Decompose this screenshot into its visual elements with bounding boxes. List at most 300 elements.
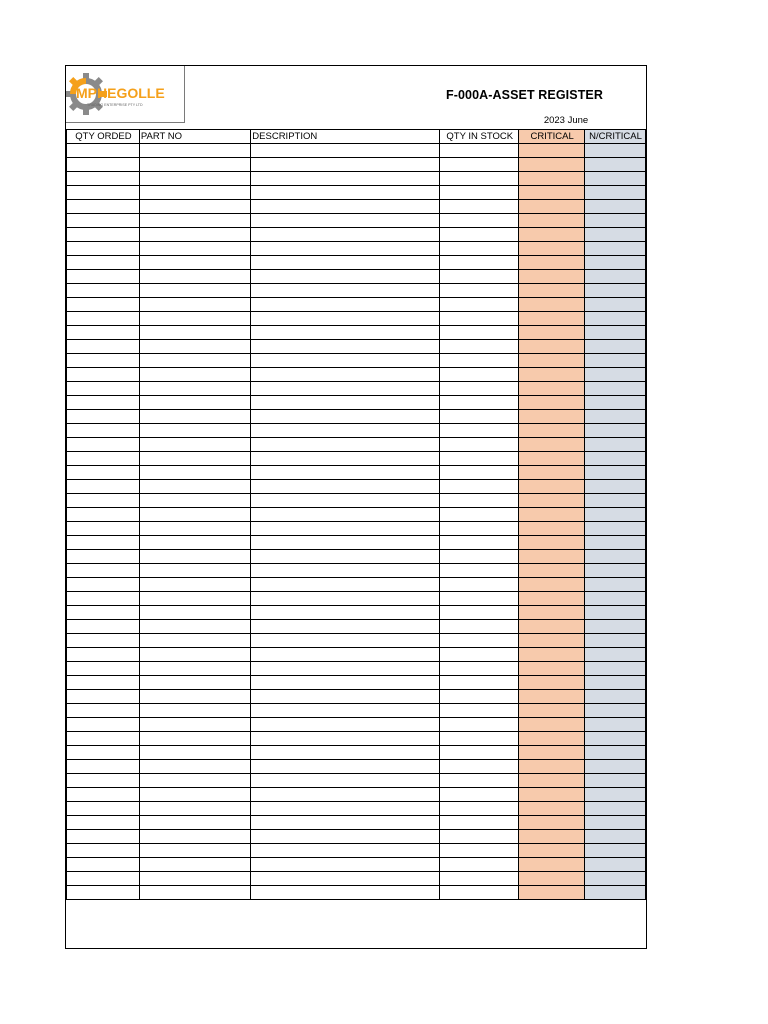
cell-part-no[interactable] bbox=[139, 606, 250, 620]
cell-critical[interactable] bbox=[519, 690, 585, 704]
cell-non-critical[interactable] bbox=[585, 522, 646, 536]
cell-qty-ordered[interactable] bbox=[67, 438, 140, 452]
cell-description[interactable] bbox=[251, 312, 440, 326]
cell-description[interactable] bbox=[251, 340, 440, 354]
cell-qty-ordered[interactable] bbox=[67, 326, 140, 340]
cell-part-no[interactable] bbox=[139, 676, 250, 690]
cell-non-critical[interactable] bbox=[585, 256, 646, 270]
cell-description[interactable] bbox=[251, 774, 440, 788]
cell-qty-ordered[interactable] bbox=[67, 228, 140, 242]
cell-qty-ordered[interactable] bbox=[67, 480, 140, 494]
cell-part-no[interactable] bbox=[139, 228, 250, 242]
cell-critical[interactable] bbox=[519, 382, 585, 396]
cell-critical[interactable] bbox=[519, 774, 585, 788]
cell-qty-in-stock[interactable] bbox=[440, 228, 519, 242]
cell-qty-ordered[interactable] bbox=[67, 536, 140, 550]
cell-qty-ordered[interactable] bbox=[67, 690, 140, 704]
cell-critical[interactable] bbox=[519, 508, 585, 522]
cell-part-no[interactable] bbox=[139, 242, 250, 256]
cell-qty-ordered[interactable] bbox=[67, 284, 140, 298]
cell-description[interactable] bbox=[251, 676, 440, 690]
cell-non-critical[interactable] bbox=[585, 676, 646, 690]
cell-qty-in-stock[interactable] bbox=[440, 606, 519, 620]
cell-qty-ordered[interactable] bbox=[67, 214, 140, 228]
cell-part-no[interactable] bbox=[139, 704, 250, 718]
cell-non-critical[interactable] bbox=[585, 228, 646, 242]
cell-qty-ordered[interactable] bbox=[67, 816, 140, 830]
cell-qty-ordered[interactable] bbox=[67, 662, 140, 676]
cell-critical[interactable] bbox=[519, 368, 585, 382]
cell-qty-in-stock[interactable] bbox=[440, 732, 519, 746]
cell-part-no[interactable] bbox=[139, 732, 250, 746]
cell-qty-ordered[interactable] bbox=[67, 144, 140, 158]
cell-qty-ordered[interactable] bbox=[67, 172, 140, 186]
cell-description[interactable] bbox=[251, 816, 440, 830]
cell-qty-in-stock[interactable] bbox=[440, 494, 519, 508]
cell-critical[interactable] bbox=[519, 550, 585, 564]
cell-qty-in-stock[interactable] bbox=[440, 158, 519, 172]
cell-description[interactable] bbox=[251, 438, 440, 452]
cell-qty-ordered[interactable] bbox=[67, 494, 140, 508]
cell-qty-ordered[interactable] bbox=[67, 704, 140, 718]
cell-description[interactable] bbox=[251, 788, 440, 802]
cell-qty-ordered[interactable] bbox=[67, 200, 140, 214]
cell-critical[interactable] bbox=[519, 200, 585, 214]
cell-qty-in-stock[interactable] bbox=[440, 312, 519, 326]
cell-critical[interactable] bbox=[519, 144, 585, 158]
cell-critical[interactable] bbox=[519, 578, 585, 592]
cell-qty-ordered[interactable] bbox=[67, 886, 140, 900]
cell-qty-ordered[interactable] bbox=[67, 508, 140, 522]
cell-critical[interactable] bbox=[519, 858, 585, 872]
cell-description[interactable] bbox=[251, 732, 440, 746]
cell-description[interactable] bbox=[251, 718, 440, 732]
cell-critical[interactable] bbox=[519, 872, 585, 886]
cell-description[interactable] bbox=[251, 662, 440, 676]
cell-qty-ordered[interactable] bbox=[67, 550, 140, 564]
cell-non-critical[interactable] bbox=[585, 648, 646, 662]
cell-description[interactable] bbox=[251, 424, 440, 438]
cell-description[interactable] bbox=[251, 242, 440, 256]
cell-critical[interactable] bbox=[519, 410, 585, 424]
cell-part-no[interactable] bbox=[139, 522, 250, 536]
cell-non-critical[interactable] bbox=[585, 620, 646, 634]
cell-qty-ordered[interactable] bbox=[67, 872, 140, 886]
cell-part-no[interactable] bbox=[139, 382, 250, 396]
cell-critical[interactable] bbox=[519, 242, 585, 256]
cell-qty-ordered[interactable] bbox=[67, 746, 140, 760]
cell-description[interactable] bbox=[251, 886, 440, 900]
cell-qty-in-stock[interactable] bbox=[440, 564, 519, 578]
cell-part-no[interactable] bbox=[139, 564, 250, 578]
cell-non-critical[interactable] bbox=[585, 312, 646, 326]
cell-non-critical[interactable] bbox=[585, 242, 646, 256]
cell-qty-in-stock[interactable] bbox=[440, 340, 519, 354]
cell-part-no[interactable] bbox=[139, 690, 250, 704]
cell-qty-ordered[interactable] bbox=[67, 242, 140, 256]
cell-qty-in-stock[interactable] bbox=[440, 242, 519, 256]
cell-description[interactable] bbox=[251, 634, 440, 648]
cell-critical[interactable] bbox=[519, 424, 585, 438]
cell-qty-in-stock[interactable] bbox=[440, 648, 519, 662]
cell-critical[interactable] bbox=[519, 494, 585, 508]
cell-non-critical[interactable] bbox=[585, 592, 646, 606]
cell-qty-ordered[interactable] bbox=[67, 256, 140, 270]
cell-description[interactable] bbox=[251, 592, 440, 606]
cell-critical[interactable] bbox=[519, 256, 585, 270]
cell-part-no[interactable] bbox=[139, 760, 250, 774]
cell-qty-in-stock[interactable] bbox=[440, 676, 519, 690]
cell-part-no[interactable] bbox=[139, 438, 250, 452]
cell-description[interactable] bbox=[251, 410, 440, 424]
cell-description[interactable] bbox=[251, 200, 440, 214]
cell-non-critical[interactable] bbox=[585, 144, 646, 158]
cell-non-critical[interactable] bbox=[585, 704, 646, 718]
cell-qty-in-stock[interactable] bbox=[440, 480, 519, 494]
cell-qty-in-stock[interactable] bbox=[440, 858, 519, 872]
cell-qty-ordered[interactable] bbox=[67, 564, 140, 578]
cell-part-no[interactable] bbox=[139, 410, 250, 424]
cell-qty-in-stock[interactable] bbox=[440, 578, 519, 592]
cell-non-critical[interactable] bbox=[585, 746, 646, 760]
cell-qty-ordered[interactable] bbox=[67, 312, 140, 326]
cell-qty-ordered[interactable] bbox=[67, 830, 140, 844]
cell-qty-in-stock[interactable] bbox=[440, 788, 519, 802]
cell-critical[interactable] bbox=[519, 186, 585, 200]
cell-description[interactable] bbox=[251, 228, 440, 242]
cell-non-critical[interactable] bbox=[585, 634, 646, 648]
cell-non-critical[interactable] bbox=[585, 858, 646, 872]
cell-critical[interactable] bbox=[519, 830, 585, 844]
cell-part-no[interactable] bbox=[139, 270, 250, 284]
cell-qty-ordered[interactable] bbox=[67, 522, 140, 536]
cell-non-critical[interactable] bbox=[585, 466, 646, 480]
cell-critical[interactable] bbox=[519, 844, 585, 858]
cell-critical[interactable] bbox=[519, 326, 585, 340]
cell-critical[interactable] bbox=[519, 816, 585, 830]
cell-qty-in-stock[interactable] bbox=[440, 214, 519, 228]
cell-qty-in-stock[interactable] bbox=[440, 718, 519, 732]
cell-part-no[interactable] bbox=[139, 396, 250, 410]
cell-critical[interactable] bbox=[519, 802, 585, 816]
cell-critical[interactable] bbox=[519, 676, 585, 690]
cell-part-no[interactable] bbox=[139, 802, 250, 816]
cell-critical[interactable] bbox=[519, 270, 585, 284]
cell-critical[interactable] bbox=[519, 298, 585, 312]
cell-non-critical[interactable] bbox=[585, 186, 646, 200]
cell-critical[interactable] bbox=[519, 466, 585, 480]
cell-qty-ordered[interactable] bbox=[67, 732, 140, 746]
cell-critical[interactable] bbox=[519, 732, 585, 746]
cell-part-no[interactable] bbox=[139, 256, 250, 270]
cell-qty-ordered[interactable] bbox=[67, 634, 140, 648]
cell-part-no[interactable] bbox=[139, 788, 250, 802]
cell-non-critical[interactable] bbox=[585, 480, 646, 494]
cell-non-critical[interactable] bbox=[585, 368, 646, 382]
cell-qty-in-stock[interactable] bbox=[440, 550, 519, 564]
cell-qty-ordered[interactable] bbox=[67, 452, 140, 466]
cell-non-critical[interactable] bbox=[585, 760, 646, 774]
cell-qty-in-stock[interactable] bbox=[440, 620, 519, 634]
cell-qty-in-stock[interactable] bbox=[440, 172, 519, 186]
cell-qty-in-stock[interactable] bbox=[440, 466, 519, 480]
cell-part-no[interactable] bbox=[139, 578, 250, 592]
cell-non-critical[interactable] bbox=[585, 802, 646, 816]
cell-critical[interactable] bbox=[519, 452, 585, 466]
cell-non-critical[interactable] bbox=[585, 270, 646, 284]
cell-non-critical[interactable] bbox=[585, 396, 646, 410]
cell-description[interactable] bbox=[251, 382, 440, 396]
cell-part-no[interactable] bbox=[139, 830, 250, 844]
cell-description[interactable] bbox=[251, 284, 440, 298]
cell-description[interactable] bbox=[251, 172, 440, 186]
cell-description[interactable] bbox=[251, 368, 440, 382]
cell-part-no[interactable] bbox=[139, 158, 250, 172]
cell-qty-ordered[interactable] bbox=[67, 676, 140, 690]
cell-qty-in-stock[interactable] bbox=[440, 270, 519, 284]
cell-qty-in-stock[interactable] bbox=[440, 816, 519, 830]
cell-qty-ordered[interactable] bbox=[67, 620, 140, 634]
cell-qty-in-stock[interactable] bbox=[440, 186, 519, 200]
cell-qty-in-stock[interactable] bbox=[440, 424, 519, 438]
cell-part-no[interactable] bbox=[139, 872, 250, 886]
cell-non-critical[interactable] bbox=[585, 340, 646, 354]
cell-description[interactable] bbox=[251, 508, 440, 522]
cell-qty-in-stock[interactable] bbox=[440, 746, 519, 760]
cell-qty-ordered[interactable] bbox=[67, 158, 140, 172]
cell-qty-in-stock[interactable] bbox=[440, 452, 519, 466]
cell-part-no[interactable] bbox=[139, 774, 250, 788]
cell-qty-in-stock[interactable] bbox=[440, 536, 519, 550]
cell-description[interactable] bbox=[251, 550, 440, 564]
cell-critical[interactable] bbox=[519, 214, 585, 228]
cell-critical[interactable] bbox=[519, 746, 585, 760]
cell-part-no[interactable] bbox=[139, 312, 250, 326]
cell-critical[interactable] bbox=[519, 592, 585, 606]
cell-description[interactable] bbox=[251, 214, 440, 228]
cell-part-no[interactable] bbox=[139, 200, 250, 214]
cell-critical[interactable] bbox=[519, 704, 585, 718]
cell-non-critical[interactable] bbox=[585, 872, 646, 886]
cell-part-no[interactable] bbox=[139, 858, 250, 872]
cell-critical[interactable] bbox=[519, 312, 585, 326]
cell-qty-in-stock[interactable] bbox=[440, 690, 519, 704]
cell-qty-ordered[interactable] bbox=[67, 592, 140, 606]
cell-critical[interactable] bbox=[519, 158, 585, 172]
cell-qty-in-stock[interactable] bbox=[440, 200, 519, 214]
cell-part-no[interactable] bbox=[139, 844, 250, 858]
cell-non-critical[interactable] bbox=[585, 662, 646, 676]
cell-description[interactable] bbox=[251, 298, 440, 312]
cell-qty-in-stock[interactable] bbox=[440, 326, 519, 340]
cell-critical[interactable] bbox=[519, 228, 585, 242]
cell-non-critical[interactable] bbox=[585, 284, 646, 298]
cell-part-no[interactable] bbox=[139, 536, 250, 550]
cell-description[interactable] bbox=[251, 606, 440, 620]
cell-qty-ordered[interactable] bbox=[67, 186, 140, 200]
cell-critical[interactable] bbox=[519, 396, 585, 410]
cell-description[interactable] bbox=[251, 858, 440, 872]
cell-description[interactable] bbox=[251, 452, 440, 466]
cell-part-no[interactable] bbox=[139, 648, 250, 662]
cell-description[interactable] bbox=[251, 480, 440, 494]
cell-qty-ordered[interactable] bbox=[67, 298, 140, 312]
cell-part-no[interactable] bbox=[139, 746, 250, 760]
cell-critical[interactable] bbox=[519, 354, 585, 368]
cell-non-critical[interactable] bbox=[585, 830, 646, 844]
cell-qty-ordered[interactable] bbox=[67, 354, 140, 368]
cell-part-no[interactable] bbox=[139, 480, 250, 494]
cell-qty-ordered[interactable] bbox=[67, 648, 140, 662]
cell-description[interactable] bbox=[251, 564, 440, 578]
cell-non-critical[interactable] bbox=[585, 438, 646, 452]
cell-critical[interactable] bbox=[519, 606, 585, 620]
cell-critical[interactable] bbox=[519, 634, 585, 648]
cell-qty-ordered[interactable] bbox=[67, 340, 140, 354]
cell-part-no[interactable] bbox=[139, 718, 250, 732]
cell-qty-in-stock[interactable] bbox=[440, 760, 519, 774]
cell-qty-in-stock[interactable] bbox=[440, 284, 519, 298]
cell-part-no[interactable] bbox=[139, 452, 250, 466]
cell-qty-in-stock[interactable] bbox=[440, 774, 519, 788]
cell-description[interactable] bbox=[251, 704, 440, 718]
cell-critical[interactable] bbox=[519, 340, 585, 354]
cell-description[interactable] bbox=[251, 354, 440, 368]
cell-part-no[interactable] bbox=[139, 816, 250, 830]
cell-qty-ordered[interactable] bbox=[67, 382, 140, 396]
cell-qty-ordered[interactable] bbox=[67, 270, 140, 284]
cell-non-critical[interactable] bbox=[585, 886, 646, 900]
cell-critical[interactable] bbox=[519, 522, 585, 536]
cell-non-critical[interactable] bbox=[585, 214, 646, 228]
cell-non-critical[interactable] bbox=[585, 200, 646, 214]
cell-qty-in-stock[interactable] bbox=[440, 522, 519, 536]
cell-part-no[interactable] bbox=[139, 466, 250, 480]
cell-critical[interactable] bbox=[519, 760, 585, 774]
cell-non-critical[interactable] bbox=[585, 494, 646, 508]
cell-non-critical[interactable] bbox=[585, 816, 646, 830]
cell-part-no[interactable] bbox=[139, 886, 250, 900]
cell-non-critical[interactable] bbox=[585, 424, 646, 438]
cell-qty-in-stock[interactable] bbox=[440, 368, 519, 382]
cell-qty-in-stock[interactable] bbox=[440, 844, 519, 858]
cell-non-critical[interactable] bbox=[585, 564, 646, 578]
cell-non-critical[interactable] bbox=[585, 298, 646, 312]
cell-non-critical[interactable] bbox=[585, 382, 646, 396]
cell-description[interactable] bbox=[251, 158, 440, 172]
cell-critical[interactable] bbox=[519, 564, 585, 578]
cell-critical[interactable] bbox=[519, 536, 585, 550]
cell-qty-in-stock[interactable] bbox=[440, 396, 519, 410]
cell-qty-ordered[interactable] bbox=[67, 396, 140, 410]
cell-non-critical[interactable] bbox=[585, 774, 646, 788]
cell-qty-ordered[interactable] bbox=[67, 760, 140, 774]
cell-non-critical[interactable] bbox=[585, 410, 646, 424]
cell-description[interactable] bbox=[251, 494, 440, 508]
cell-description[interactable] bbox=[251, 396, 440, 410]
cell-critical[interactable] bbox=[519, 438, 585, 452]
cell-qty-ordered[interactable] bbox=[67, 466, 140, 480]
cell-description[interactable] bbox=[251, 270, 440, 284]
cell-part-no[interactable] bbox=[139, 620, 250, 634]
cell-non-critical[interactable] bbox=[585, 536, 646, 550]
cell-description[interactable] bbox=[251, 144, 440, 158]
cell-description[interactable] bbox=[251, 830, 440, 844]
cell-description[interactable] bbox=[251, 186, 440, 200]
cell-description[interactable] bbox=[251, 746, 440, 760]
cell-non-critical[interactable] bbox=[585, 578, 646, 592]
cell-qty-in-stock[interactable] bbox=[440, 382, 519, 396]
cell-qty-in-stock[interactable] bbox=[440, 662, 519, 676]
cell-qty-in-stock[interactable] bbox=[440, 830, 519, 844]
cell-qty-ordered[interactable] bbox=[67, 606, 140, 620]
cell-qty-in-stock[interactable] bbox=[440, 508, 519, 522]
cell-non-critical[interactable] bbox=[585, 788, 646, 802]
cell-critical[interactable] bbox=[519, 620, 585, 634]
cell-description[interactable] bbox=[251, 536, 440, 550]
cell-qty-ordered[interactable] bbox=[67, 410, 140, 424]
cell-qty-ordered[interactable] bbox=[67, 844, 140, 858]
cell-non-critical[interactable] bbox=[585, 844, 646, 858]
cell-qty-in-stock[interactable] bbox=[440, 704, 519, 718]
cell-part-no[interactable] bbox=[139, 186, 250, 200]
cell-part-no[interactable] bbox=[139, 326, 250, 340]
cell-non-critical[interactable] bbox=[585, 508, 646, 522]
cell-qty-ordered[interactable] bbox=[67, 858, 140, 872]
cell-critical[interactable] bbox=[519, 648, 585, 662]
cell-description[interactable] bbox=[251, 326, 440, 340]
cell-qty-in-stock[interactable] bbox=[440, 298, 519, 312]
cell-non-critical[interactable] bbox=[585, 172, 646, 186]
cell-qty-in-stock[interactable] bbox=[440, 592, 519, 606]
cell-part-no[interactable] bbox=[139, 550, 250, 564]
cell-description[interactable] bbox=[251, 802, 440, 816]
cell-part-no[interactable] bbox=[139, 592, 250, 606]
cell-non-critical[interactable] bbox=[585, 690, 646, 704]
cell-part-no[interactable] bbox=[139, 298, 250, 312]
cell-part-no[interactable] bbox=[139, 508, 250, 522]
cell-description[interactable] bbox=[251, 760, 440, 774]
cell-part-no[interactable] bbox=[139, 172, 250, 186]
cell-part-no[interactable] bbox=[139, 284, 250, 298]
cell-description[interactable] bbox=[251, 466, 440, 480]
cell-qty-in-stock[interactable] bbox=[440, 256, 519, 270]
cell-non-critical[interactable] bbox=[585, 354, 646, 368]
cell-non-critical[interactable] bbox=[585, 326, 646, 340]
cell-critical[interactable] bbox=[519, 480, 585, 494]
cell-qty-in-stock[interactable] bbox=[440, 802, 519, 816]
cell-part-no[interactable] bbox=[139, 214, 250, 228]
cell-qty-in-stock[interactable] bbox=[440, 410, 519, 424]
cell-part-no[interactable] bbox=[139, 340, 250, 354]
cell-description[interactable] bbox=[251, 620, 440, 634]
cell-critical[interactable] bbox=[519, 788, 585, 802]
cell-description[interactable] bbox=[251, 578, 440, 592]
cell-qty-in-stock[interactable] bbox=[440, 872, 519, 886]
cell-qty-ordered[interactable] bbox=[67, 802, 140, 816]
cell-critical[interactable] bbox=[519, 172, 585, 186]
cell-non-critical[interactable] bbox=[585, 158, 646, 172]
cell-qty-in-stock[interactable] bbox=[440, 438, 519, 452]
cell-description[interactable] bbox=[251, 872, 440, 886]
cell-qty-ordered[interactable] bbox=[67, 718, 140, 732]
cell-non-critical[interactable] bbox=[585, 452, 646, 466]
cell-qty-ordered[interactable] bbox=[67, 368, 140, 382]
cell-qty-ordered[interactable] bbox=[67, 424, 140, 438]
cell-qty-in-stock[interactable] bbox=[440, 634, 519, 648]
cell-part-no[interactable] bbox=[139, 662, 250, 676]
cell-critical[interactable] bbox=[519, 662, 585, 676]
